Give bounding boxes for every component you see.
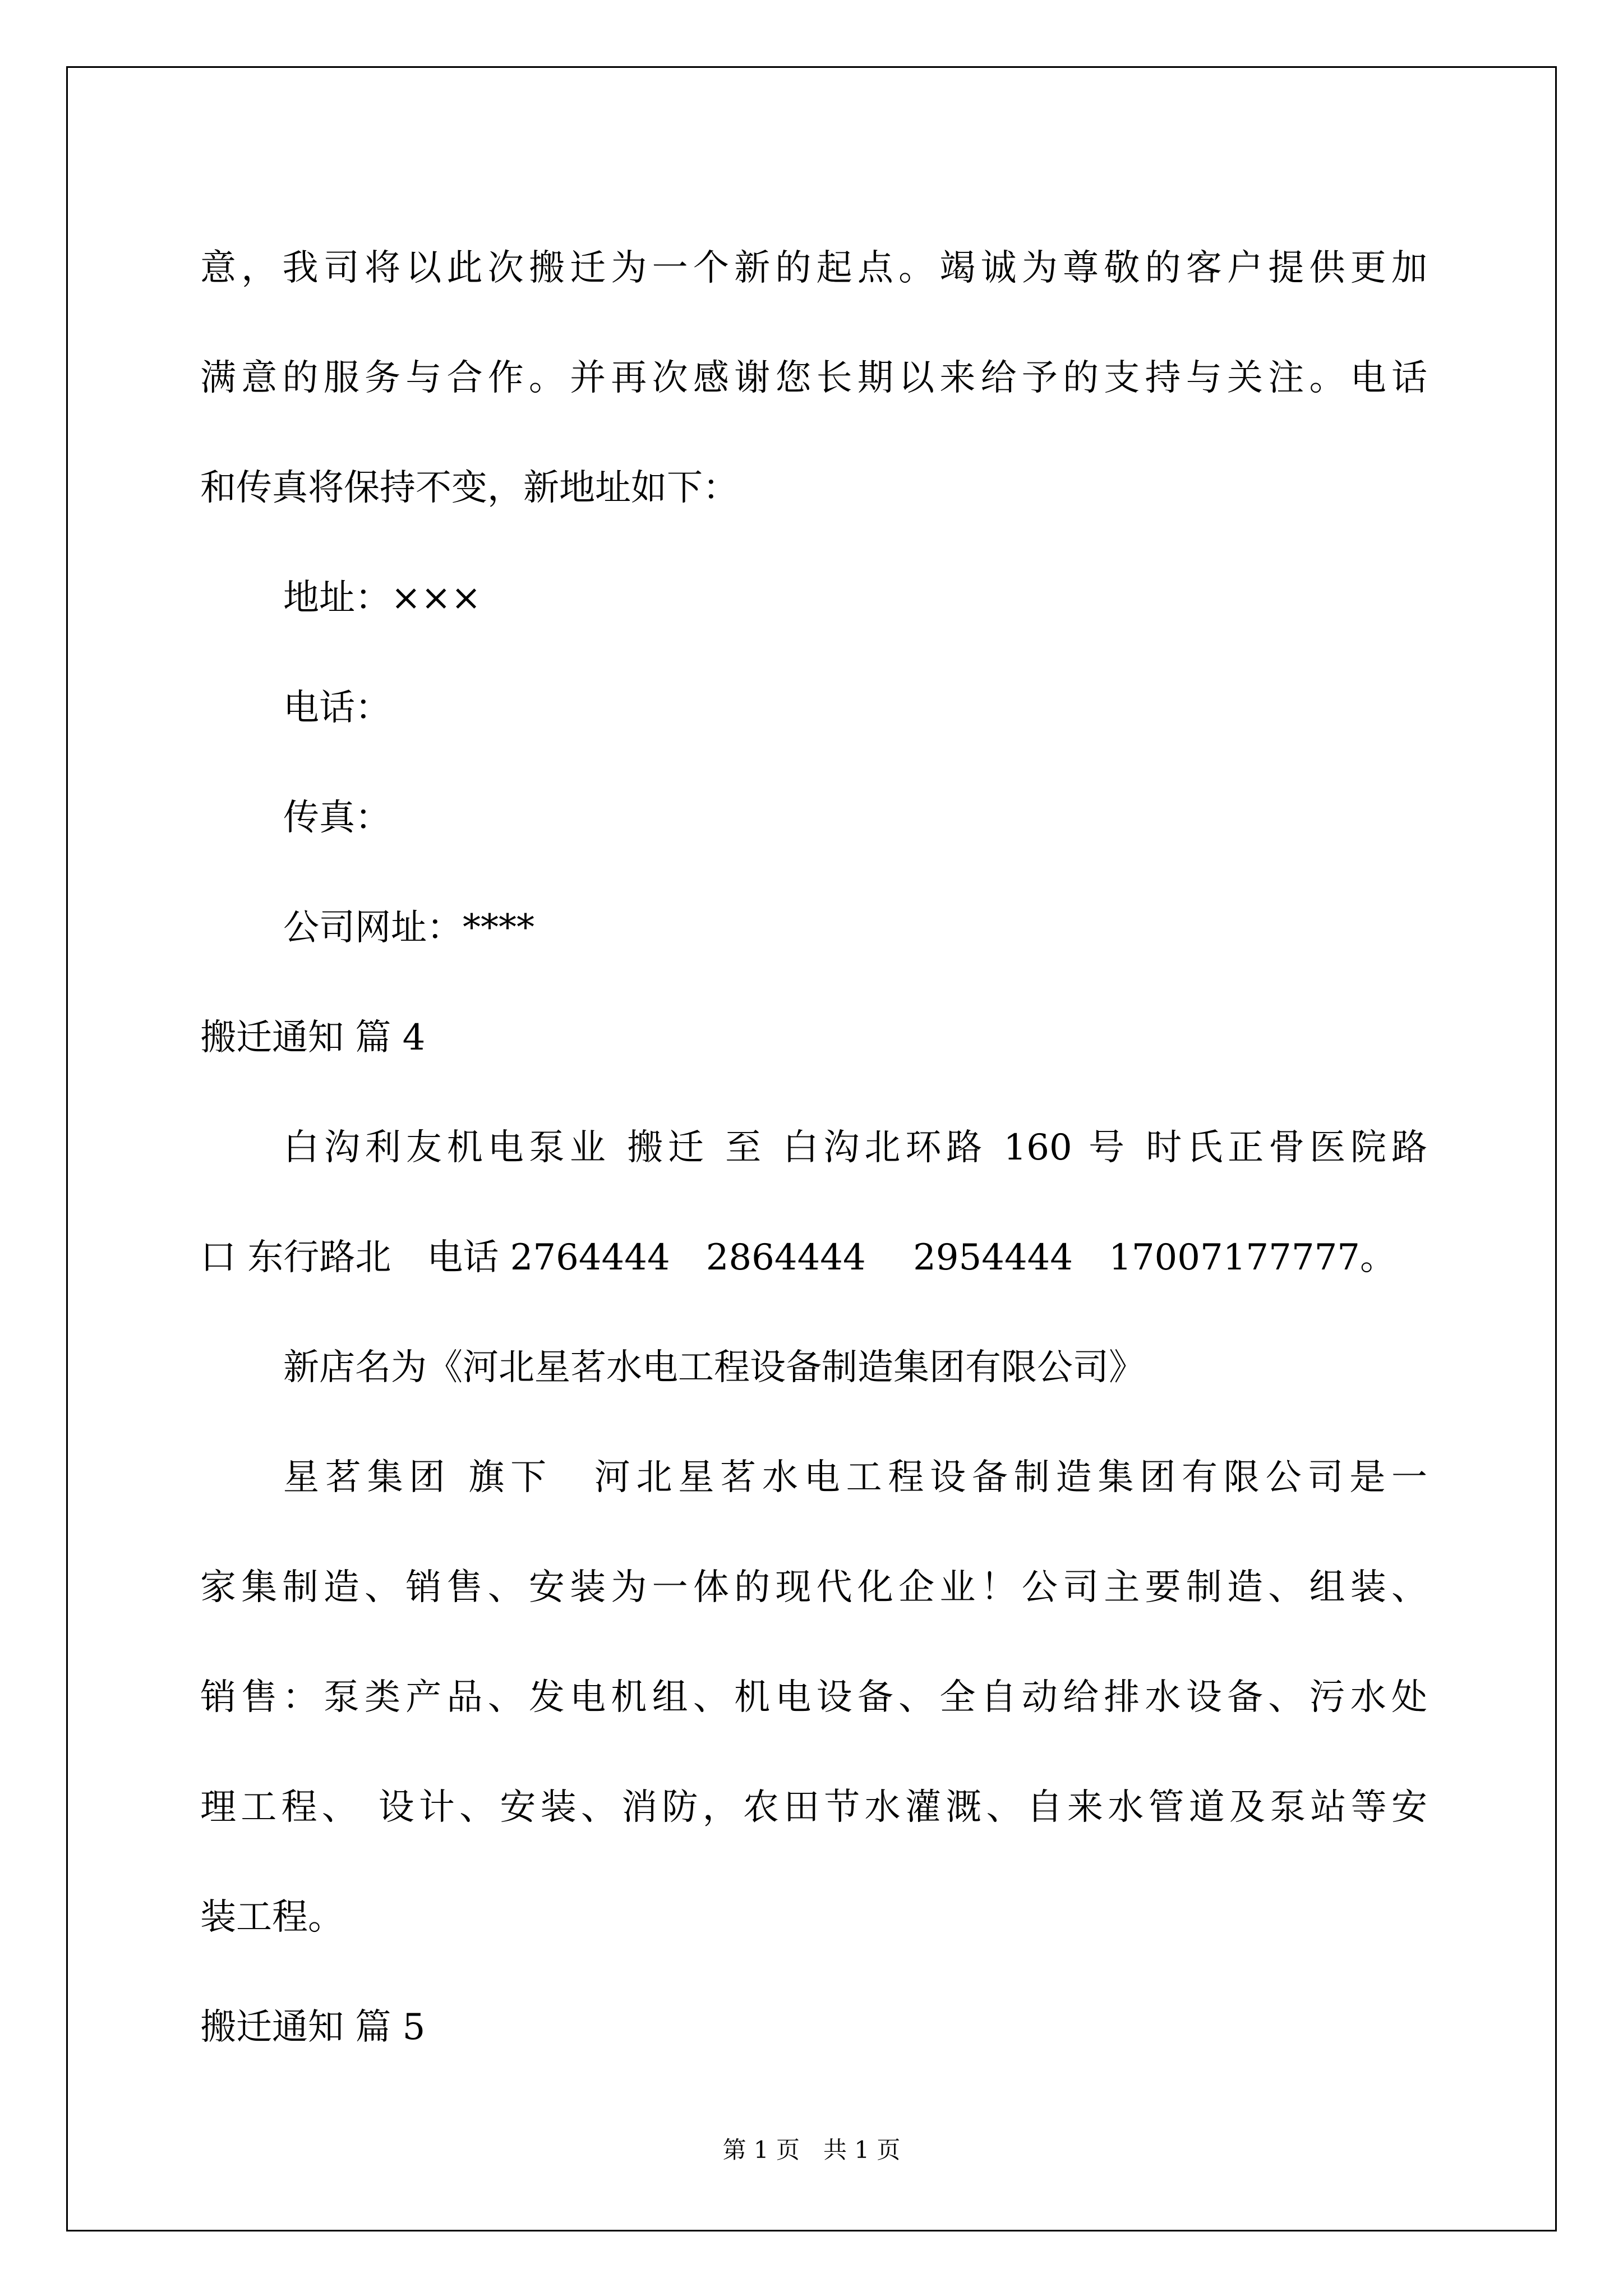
paragraph-line: 口 东行路北 电话 2764444 2864444 2954444 17007177777。 [200, 1237, 1396, 1278]
paragraph-line: 理工程、 设计、安装、消防，农田节水灌溉、自来水管道及泵站等安 [200, 1787, 1427, 1828]
paragraph-line: 新店名为《河北星茗水电工程设备制造集团有限公司》 [283, 1347, 1145, 1388]
paragraph-line: 意，我司将以此次搬迁为一个新的起点。竭诚为尊敬的客户提供更加 [200, 247, 1427, 289]
paragraph-line: 和传真将保持不变，新地址如下： [200, 467, 739, 509]
page-footer: 第 1 页 共 1 页 [722, 2136, 901, 2164]
fax-line: 传真： [283, 797, 391, 839]
document-body [200, 213, 1427, 2082]
paragraph-line: 白沟利友机电泵业 搬迁 至 白沟北环路 160 号 时氏正骨医院路 [283, 1127, 1427, 1168]
phone-line: 电话： [283, 687, 391, 729]
section-heading-5: 搬迁通知 篇 5 [200, 2007, 426, 2048]
website-line: 公司网址：**** [283, 907, 534, 949]
address-line: 地址：××× [283, 577, 481, 619]
paragraph-line: 家集制造、销售、安装为一体的现代化企业！公司主要制造、组装、 [200, 1567, 1427, 1608]
section-heading-4: 搬迁通知 篇 4 [200, 1017, 426, 1059]
paragraph-line: 满意的服务与合作。并再次感谢您长期以来给予的支持与关注。电话 [200, 357, 1427, 399]
paragraph-line: 星茗集团 旗下 河北星茗水电工程设备制造集团有限公司是一 [283, 1457, 1427, 1498]
paragraph-line: 销售：泵类产品、发电机组、机电设备、全自动给排水设备、污水处 [200, 1677, 1427, 1718]
paragraph-line: 装工程。 [200, 1897, 344, 1938]
